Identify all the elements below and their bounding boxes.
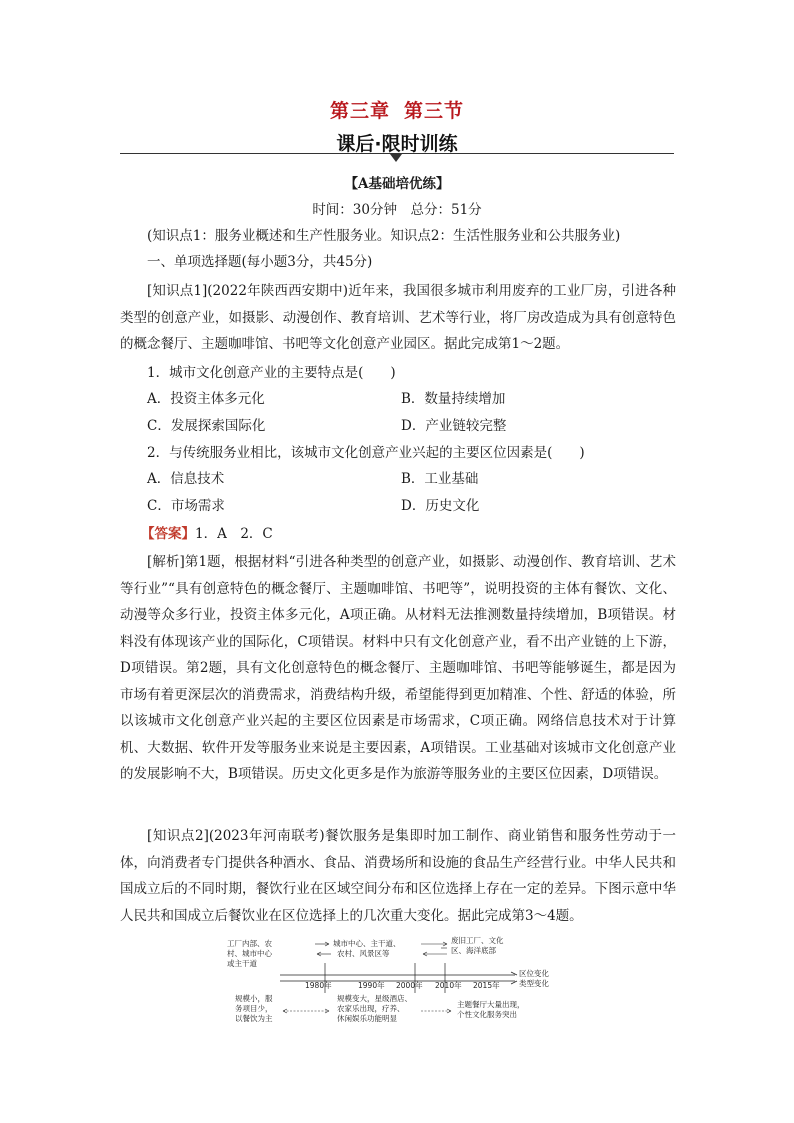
question-1-option-d: D．产业链较完整 xyxy=(401,418,507,434)
axis-location-label: 区位变化 xyxy=(519,969,549,978)
question-2-option-d: D．历史文化 xyxy=(401,498,480,514)
question-1-option-b: B．数量持续增加 xyxy=(401,391,506,407)
answer-line xyxy=(141,523,273,545)
analysis: [解析]第1题，根据材料“引进各种类型的创意产业，如摄影、动漫创作、教育培训、艺术等行业”“具有创意特色的概念餐厅、主题咖啡馆、书吧等”，说明投资的主体有餐饮、文化、动漫等众多行业，投资主体多元化，A项正确。从材料无法推测数量持续增加，B项错误。材料没有体现该产业的国际化，C项错误。材料中只有文化创意产业，看不出产业链的上下游，D项错误。第2题，具有文化创意特色的概念餐厅、主题咖啡馆、书吧等能够诞生，都是因为市场有着更深层次的消费需求，消费结构升级，希望能得到更加精准、个性、舒适的体验，所以该城市文化创意产业兴起的主要区位因素是市场需求，C项正确。网络信息技术对于计算机、大数据、软件开发等服务业来说是主要因素，A项错误。工业基础对该城市文化创意产业的发展影响不大，B项错误。历史文化更多是作为旅游等服务业的主要区位因素，D项错误。 xyxy=(120,554,676,782)
location-1-line-2: 村、城市中心 xyxy=(227,949,272,958)
type-2-line-2: 农家乐出现，疗养、 xyxy=(337,1004,405,1013)
question-2-option-b: B．工业基础 xyxy=(401,471,479,487)
knowledge-points: (知识点1：服务业概述和生产性服务业。知识点2：生活性服务业和公共服务业) xyxy=(147,228,621,244)
year-2015: 2015年 xyxy=(473,981,500,990)
level-heading: 【A基础培优练】 xyxy=(344,176,450,192)
question-2-stem: 2．与传统服务业相比，该城市文化创意产业兴起的主要区位因素是( ) xyxy=(147,445,585,461)
type-3-line-1: 主题餐厅大量出现， xyxy=(457,1000,525,1009)
year-2010: 2010年 xyxy=(435,981,462,990)
question-1-option-a: A．投资主体多元化 xyxy=(147,391,265,407)
time-score: 时间：30分钟 总分：51分 xyxy=(312,202,482,218)
type-2-line-1: 规模变大，星级酒店、 xyxy=(337,994,412,1003)
catering-location-diagram xyxy=(225,935,555,1035)
part-heading: 一、单项选择题(每小题3分，共45分) xyxy=(147,254,373,270)
type-1-line-3: 以餐饮为主 xyxy=(235,1014,273,1023)
location-3-line-1: 废旧工厂、文化 xyxy=(451,936,504,945)
location-1-line-3: 或主干道 xyxy=(227,959,257,968)
chapter-title xyxy=(0,96,794,123)
axis-type-label: 类型变化 xyxy=(519,979,549,988)
year-2000: 2000年 xyxy=(396,981,423,990)
question-1-stem: 1．城市文化创意产业的主要特点是( ) xyxy=(147,365,396,381)
location-2-line-1: 城市中心、主干道、 xyxy=(333,939,401,948)
type-3-line-2: 个性文化服务突出 xyxy=(457,1010,517,1019)
year-1980: 1980年 xyxy=(305,981,332,990)
location-2-line-2: 农村、风景区等 xyxy=(337,949,390,958)
material-2: [知识点2](2023年河南联考)餐饮服务是集即时加工制作、商业销售和服务性劳动于一体，向消费者专门提供各种酒水、食品、消费场所和设施的食品生产经营行业。中华人民共和国成立后的不同时期，餐饮行业在区域空间分布和区位选择上存在一定的差异。下图示意中华人民共和国成立后餐饮业在区位选择上的几次重大变化。据此完成第3～4题。 xyxy=(120,828,676,924)
answer-tag: 【答案】 xyxy=(141,526,195,542)
section-label: 第三节 xyxy=(404,100,465,122)
type-1-line-1: 规模小，服 xyxy=(235,994,273,1003)
answer-text: 1．A 2．C xyxy=(195,526,273,542)
location-1-line-1: 工厂内部、农 xyxy=(227,939,272,948)
type-1-line-2: 务项目少， xyxy=(235,1004,273,1013)
location-3-line-2: 区、海洋底部 xyxy=(451,946,496,955)
chapter-label: 第三章 xyxy=(329,100,390,122)
question-1-option-c: C．发展探索国际化 xyxy=(147,418,266,434)
year-1990: 1990年 xyxy=(358,981,385,990)
question-2-option-a: A．信息技术 xyxy=(147,471,225,487)
type-2-line-3: 休闲娱乐功能明显 xyxy=(337,1014,397,1023)
page-subtitle: 课后·限时训练 xyxy=(336,133,458,155)
question-2-option-c: C．市场需求 xyxy=(147,498,225,514)
triangle-marker-icon xyxy=(390,154,402,162)
material-1: [知识点1](2022年陕西西安期中)近年来，我国很多城市利用废弃的工业厂房，引进各种类型的创意产业，如摄影、动漫创作、教育培训、艺术等行业，将厂房改造成为具有创意特色的概念餐厅、主题咖啡馆、书吧等文化创意产业园区。据此完成第1～2题。 xyxy=(120,283,676,352)
